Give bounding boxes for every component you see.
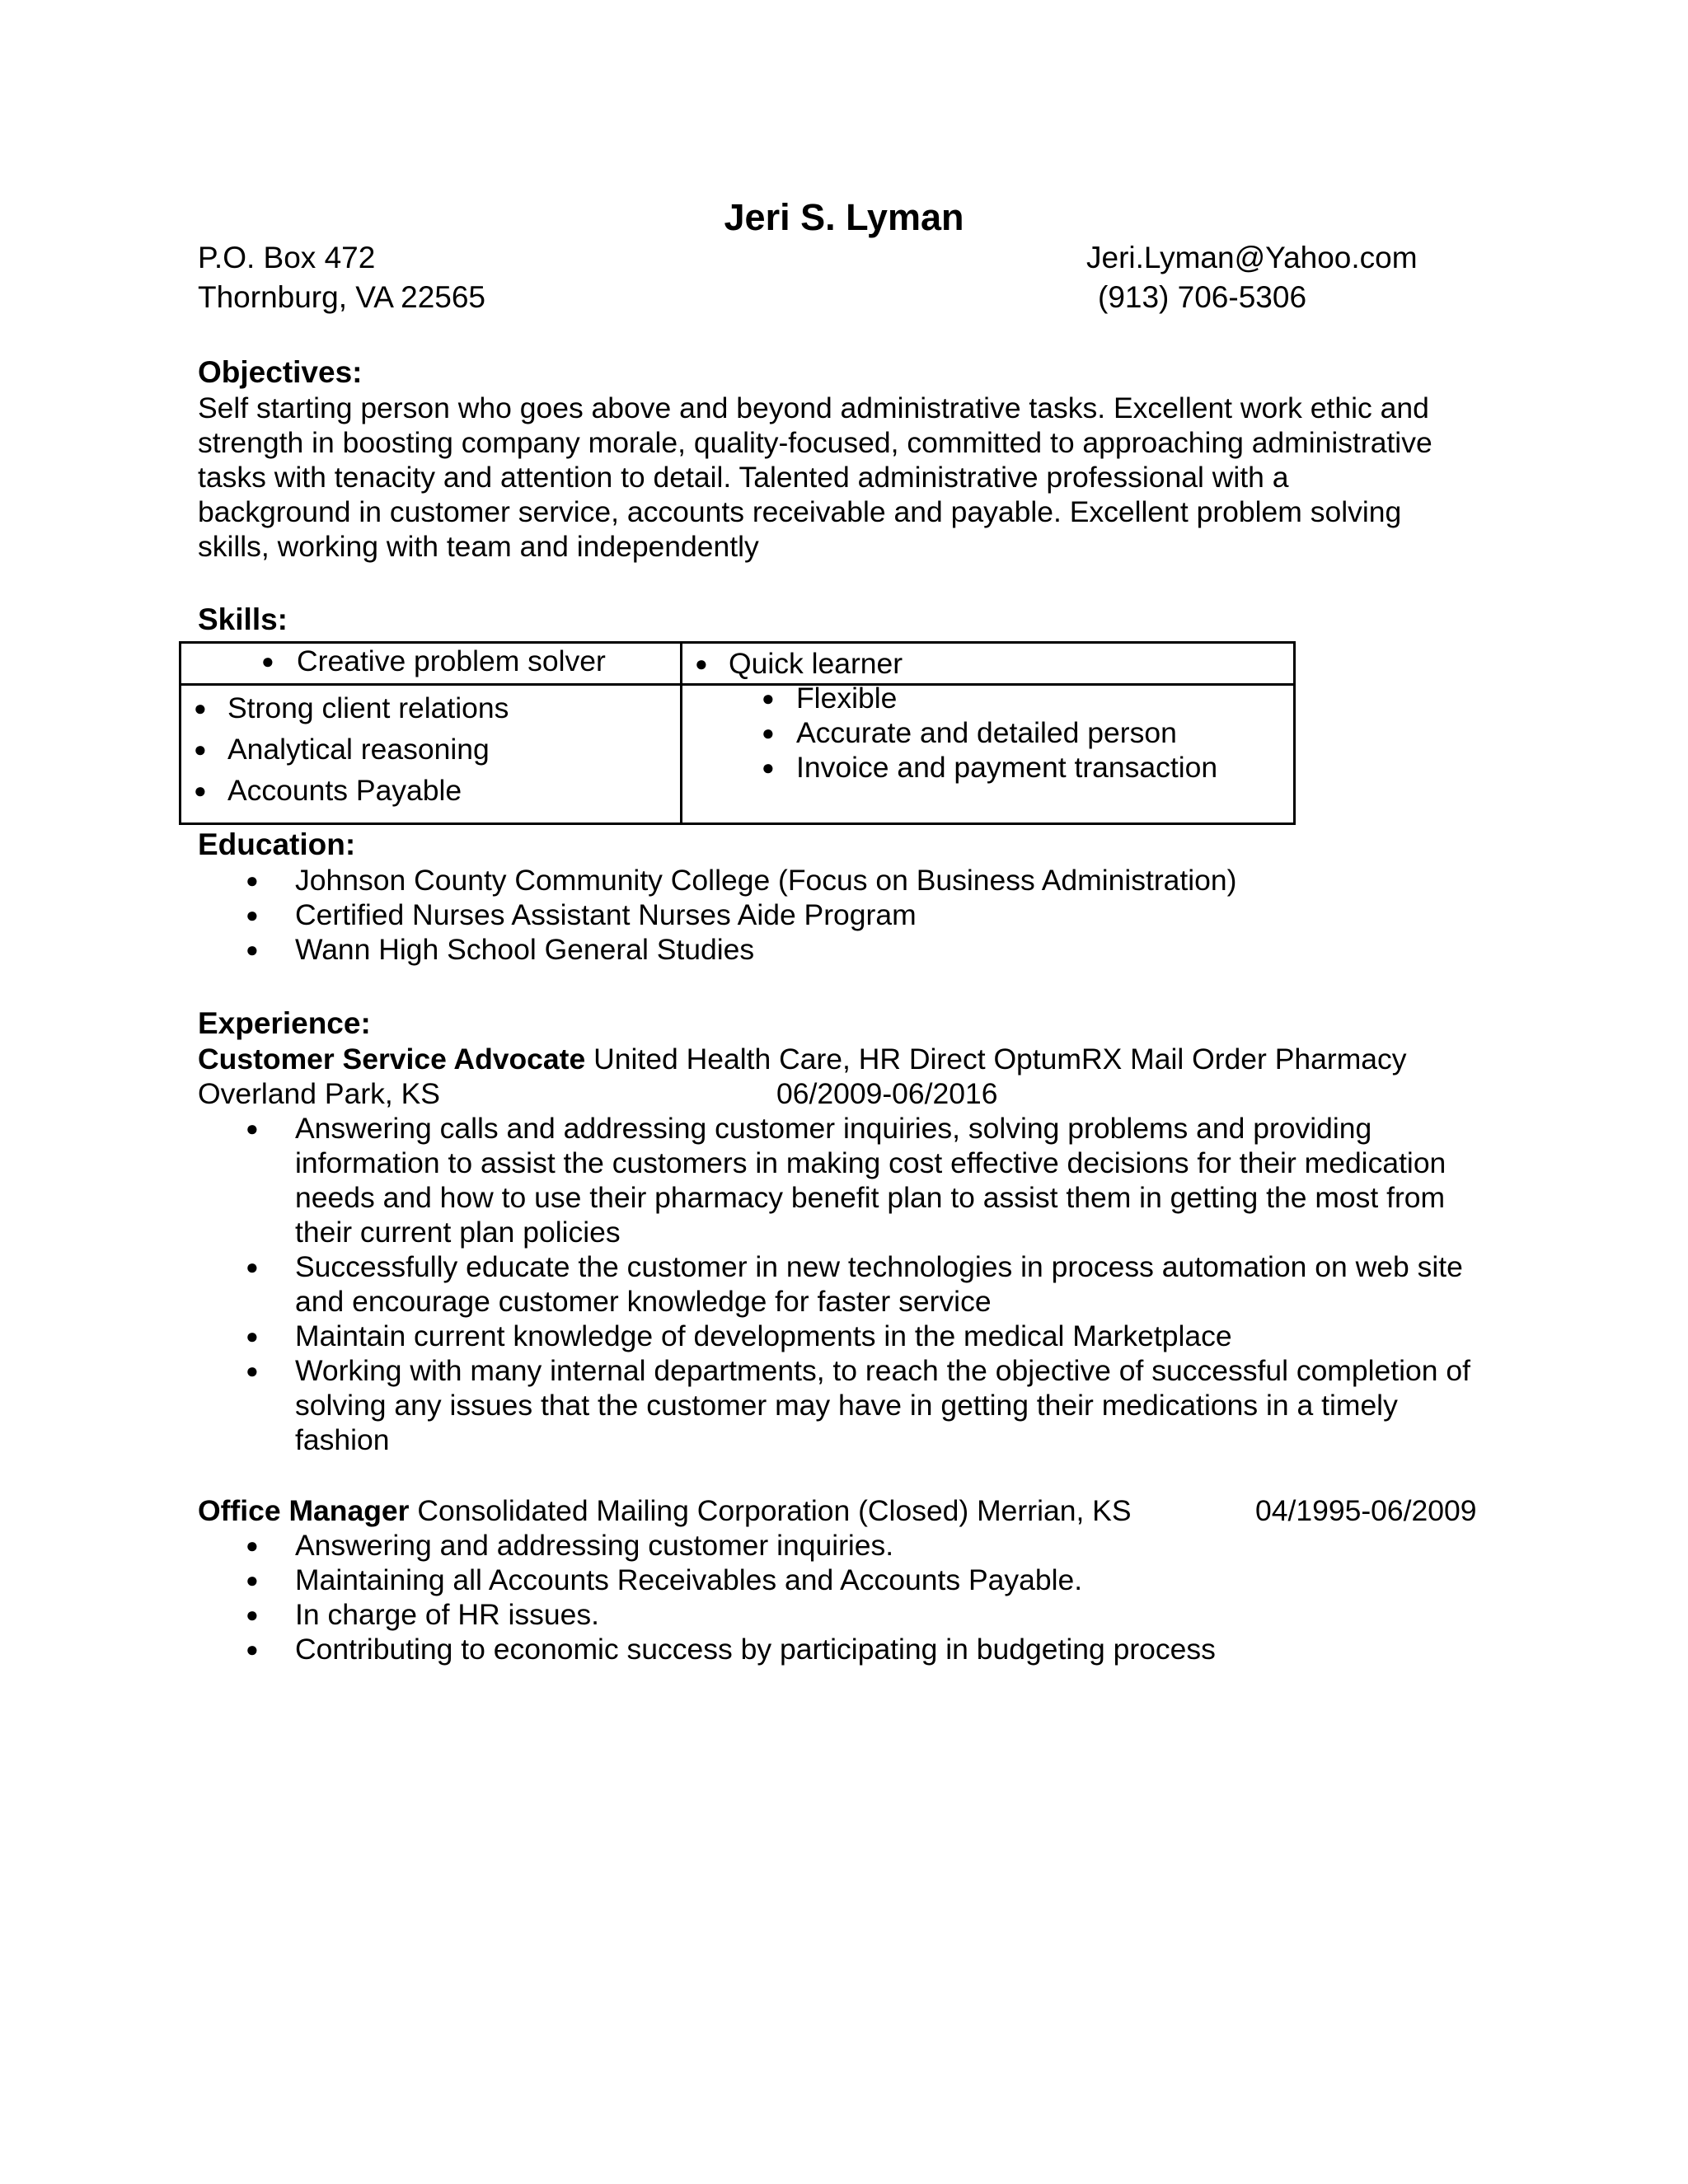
skill-label: Analytical reasoning <box>227 733 490 766</box>
skills-cell-top-left <box>181 644 606 678</box>
skill-label: Accurate and detailed person <box>796 716 1177 749</box>
education-item <box>198 898 1236 932</box>
duty-item <box>198 1632 1484 1666</box>
duty-item <box>198 1319 1484 1353</box>
job-dates: 06/2009-06/2016 <box>776 1077 998 1110</box>
education-label: Certified Nurses Assistant Nurses Aide Program <box>295 898 917 931</box>
duty-item <box>198 1528 1484 1563</box>
skill-label: Strong client relations <box>227 691 509 724</box>
bullet-icon: ● <box>194 778 207 803</box>
skills-cell-top-right <box>682 646 903 681</box>
applicant-name: Jeri S. Lyman <box>724 196 964 238</box>
job-employer: Consolidated Mailing Corporation (Closed) Merrian, KS <box>409 1494 1132 1527</box>
job-employer: United Health Care, HR Direct OptumRX Mail Order Pharmacy <box>585 1043 1407 1076</box>
experience-heading: Experience: <box>198 1006 371 1040</box>
objective-line: skills, working with team and independently <box>198 530 759 563</box>
bullet-icon: ● <box>246 1533 259 1558</box>
skill-label: Flexible <box>796 682 898 715</box>
duty-item <box>198 1111 1484 1249</box>
education-list <box>198 863 1236 967</box>
bullet-icon: ● <box>762 720 775 745</box>
duty-item <box>198 1249 1484 1319</box>
contact-row-2 <box>198 279 1451 316</box>
bullet-icon: ● <box>246 1358 259 1383</box>
bullet-icon: ● <box>246 1602 259 1627</box>
skills-table <box>179 641 1296 825</box>
phone-number: (913) 706-5306 <box>1098 280 1307 314</box>
education-heading: Education: <box>198 827 356 861</box>
skill-item <box>181 729 509 770</box>
skills-heading: Skills: <box>198 602 288 636</box>
bullet-icon: ● <box>695 651 708 676</box>
job-location: Overland Park, KS <box>198 1077 440 1110</box>
objectives-heading: Objectives: <box>198 355 363 389</box>
job-1-duties <box>198 1111 1484 1457</box>
skill-label: Quick learner <box>729 647 903 680</box>
education-label: Johnson County Community College (Focus on Business Administration) <box>295 864 1237 897</box>
skill-item <box>181 687 509 729</box>
skill-item <box>682 681 1217 715</box>
skill-item <box>682 646 903 681</box>
skill-item <box>682 750 1217 785</box>
duty-item <box>198 1597 1484 1632</box>
objective-line: strength in boosting company morale, quality-focused, committed to approaching administrative <box>198 426 1432 459</box>
education-item <box>198 863 1236 898</box>
duty-text: Answering calls and addressing customer inquiries, solving problems and providing information to assist the customers in making cost effective decisions for their medication needs and how to use their pharmacy benefit plan to assist them in getting the most from their current plan policies <box>295 1112 1447 1249</box>
skills-cell-right <box>682 681 1217 785</box>
duty-text: In charge of HR issues. <box>295 1598 599 1631</box>
bullet-icon: ● <box>194 696 207 720</box>
address-line-1: P.O. Box 472 <box>198 241 376 274</box>
skill-label: Accounts Payable <box>227 774 462 807</box>
email-address: Jeri.Lyman@Yahoo.com <box>1086 241 1418 274</box>
bullet-icon: ● <box>261 649 274 673</box>
bullet-icon: ● <box>246 1116 259 1141</box>
education-label: Wann High School General Studies <box>295 933 755 966</box>
bullet-icon: ● <box>246 1568 259 1592</box>
duty-text: Maintaining all Accounts Receivables and Accounts Payable. <box>295 1563 1083 1596</box>
job-title: Customer Service Advocate <box>198 1043 586 1076</box>
bullet-icon: ● <box>246 902 259 927</box>
job-1-location-line <box>198 1076 1484 1111</box>
bullet-icon: ● <box>246 1254 259 1279</box>
duty-text: Contributing to economic success by participating in budgeting process <box>295 1633 1216 1666</box>
skill-label: Invoice and payment transaction <box>796 751 1218 784</box>
objective-line: background in customer service, accounts receivable and payable. Excellent problem solving <box>198 495 1402 528</box>
education-item <box>198 932 1236 967</box>
duty-text: Maintain current knowledge of developments in the medical Marketplace <box>295 1319 1232 1352</box>
skills-cell-left <box>181 687 509 811</box>
bullet-icon: ● <box>246 868 259 893</box>
address-line-2: Thornburg, VA 22565 <box>198 280 486 314</box>
bullet-icon: ● <box>194 737 207 762</box>
job-title: Office Manager <box>198 1494 410 1527</box>
objectives-text <box>198 391 1484 564</box>
duty-text: Working with many internal departments, to reach the objective of successful completion of solving any issues that the customer may have in getting their medications in a timely fashion <box>295 1354 1470 1456</box>
bullet-icon: ● <box>246 937 259 962</box>
objective-line: tasks with tenacity and attention to detail. Talented administrative professional with a <box>198 461 1289 494</box>
bullet-icon: ● <box>762 755 775 780</box>
job-2-title-line <box>198 1493 1484 1528</box>
skill-label: Creative problem solver <box>297 644 606 677</box>
bullet-icon: ● <box>762 686 775 710</box>
job-2-duties <box>198 1528 1484 1666</box>
duty-item <box>198 1563 1484 1597</box>
skill-item <box>181 644 606 678</box>
job-1-title-line <box>198 1042 1484 1076</box>
bullet-icon: ● <box>246 1324 259 1348</box>
objective-line: Self starting person who goes above and beyond administrative tasks. Excellent work ethic and <box>198 391 1429 424</box>
skill-item <box>181 770 509 811</box>
duty-item <box>198 1353 1484 1457</box>
bullet-icon: ● <box>246 1637 259 1661</box>
contact-row-1 <box>198 239 1451 277</box>
duty-text: Successfully educate the customer in new technologies in process automation on web site and encourage customer knowledge for faster service <box>295 1250 1463 1318</box>
duty-text: Answering and addressing customer inquiries. <box>295 1529 894 1562</box>
skill-item <box>682 715 1217 750</box>
job-dates: 04/1995-06/2009 <box>1255 1494 1477 1527</box>
